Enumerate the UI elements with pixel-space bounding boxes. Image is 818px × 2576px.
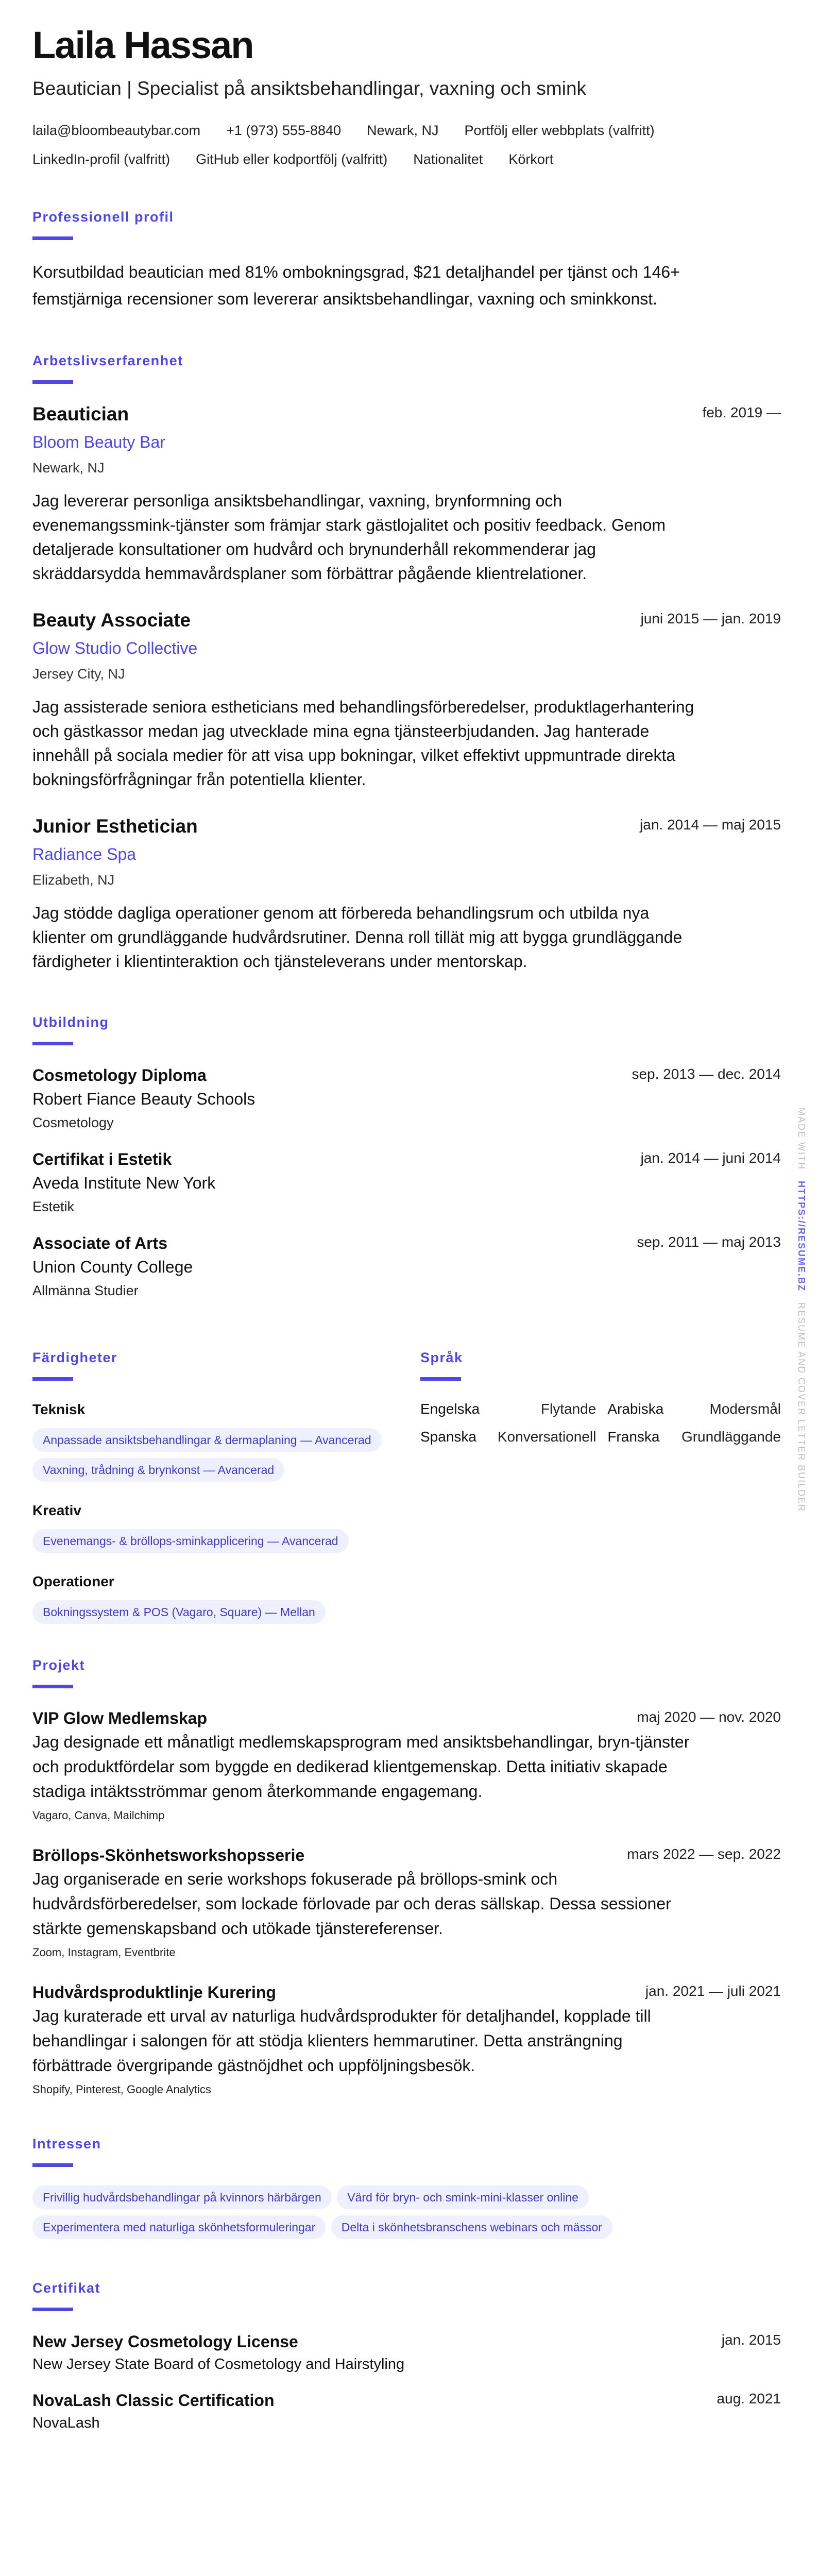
language-level: Modersmål (709, 1401, 781, 1417)
languages-section (420, 1348, 781, 1630)
job-description: Jag assisterade seniora estheticians med behandlingsförberedelser, produktlagerhantering och gästkassor medan jag utvecklade mina egna tjänsteerbjudanden. Jag hanterade innehåll på sociala medier för att visa upp bokningar, vilket effektivt uppmuntrade direkta bokningsförfrågningar från potentiella klienter. (32, 698, 694, 789)
skills-section (32, 1348, 386, 1630)
contact-nationality: Nationalitet (413, 151, 483, 167)
skill-group-title: Kreativ (32, 1502, 81, 1518)
certificate-entry (32, 2388, 781, 2434)
contact-email[interactable]: laila@bloombeautybar.com (32, 123, 201, 138)
language-name: Franska (607, 1429, 660, 1445)
job-date: juni 2015 — jan. 2019 (640, 611, 781, 626)
job-title: Beautician (32, 403, 129, 425)
project-description: Jag designade ett månatligt medlemskapsprogram med ansiktsbehandlingar, bryn-tjänster och produktfördelar som byggde en dedikerad klientgemenskap. Detta initiativ skapade stadiga intäktsströmmar genom återkommande engagemang. (32, 1733, 690, 1801)
project-description: Jag kuraterade ett urval av naturliga hudvårdsprodukter för detaljhandel, kopplade till behandlingar i salongen för att stödja klienters hemmarutiner. Detta ansträngning förbättrade övergripande gästnöjdhet och uppföljningsbesök. (32, 2007, 651, 2075)
project-date: jan. 2021 — juli 2021 (645, 1983, 781, 1999)
certificate-entry (32, 2330, 781, 2375)
experience-entry (32, 815, 781, 974)
project-tools: Vagaro, Canva, Mailchimp (32, 1809, 165, 1822)
language-level: Grundläggande (681, 1429, 781, 1445)
experience-entry (32, 402, 781, 586)
education-date: jan. 2014 — juni 2014 (640, 1150, 781, 1166)
section-divider (32, 380, 73, 384)
section-divider (32, 2163, 73, 2167)
certificate-date: aug. 2021 (717, 2391, 781, 2406)
projects-section (32, 1656, 781, 2099)
resume-page (32, 0, 781, 2465)
skill-chips (32, 1600, 386, 1630)
section-divider (32, 236, 73, 240)
job-description: Jag levererar personliga ansiktsbehandlingar, vaxning, brynformning och evenemangssmink-tjänster som främjar stark gästlojalitet och positiv feedback. Genom detaljerade konsultationer om hudvård och brynunderhåll rekommenderar jag skräddarsydda hemmavårdsplaner som förbättrar pågående klientrelationer. (32, 492, 666, 583)
job-title: Junior Esthetician (32, 816, 198, 837)
education-entry (32, 1232, 781, 1302)
section-divider (420, 1377, 461, 1381)
project-name: VIP Glow Medlemskap (32, 1709, 208, 1727)
job-title: Beauty Associate (32, 609, 191, 631)
job-location: Newark, NJ (32, 460, 105, 476)
watermark-prefix: MADE WITH (796, 1108, 807, 1170)
skill-group-title: Operationer (32, 1573, 114, 1589)
education-date: sep. 2011 — maj 2013 (637, 1234, 781, 1250)
job-date: jan. 2014 — maj 2015 (640, 817, 781, 833)
candidate-name: Laila Hassan (32, 24, 253, 66)
interests-section (32, 2134, 781, 2245)
builder-watermark (796, 1108, 807, 1512)
interest-chip: Experimentera med naturliga skönhetsformuleringar (32, 2215, 326, 2239)
section-title: Arbetslivserfarenhet (32, 353, 183, 368)
skill-chip: Evenemangs- & bröllops-sminkapplicering — Avancerad (32, 1529, 349, 1553)
interest-chip: Värd för bryn- och smink-mini-klasser online (337, 2185, 589, 2209)
skill-chips (32, 1529, 386, 1559)
section-divider (32, 2308, 73, 2311)
section-divider (32, 1685, 73, 1688)
project-date: maj 2020 — nov. 2020 (637, 1709, 781, 1725)
degree: Certifikat i Estetik (32, 1150, 172, 1168)
company-name: Bloom Beauty Bar (32, 433, 165, 451)
section-divider (32, 1377, 73, 1381)
section-title: Utbildning (32, 1014, 109, 1030)
watermark-link[interactable]: HTTPS://RESUME.BZ (796, 1181, 807, 1292)
school-name: Union County College (32, 1258, 193, 1276)
language-name: Engelska (420, 1401, 480, 1417)
field-of-study: Allmänna Studier (32, 1283, 139, 1298)
contact-drivers-license: Körkort (508, 151, 554, 167)
skill-chip: Anpassade ansiktsbehandlingar & dermaplaning — Avancerad (32, 1428, 382, 1452)
project-description: Jag organiserade en serie workshops fokuserade på bröllops-smink och hudvårdsförberedelser, som lockade förlovade par och deras sällskap. Dessa sessioner stärkte gemenskapsband och utökade tjänstereferenser. (32, 1870, 671, 1938)
education-entry (32, 1148, 781, 1218)
project-entry (32, 1844, 781, 1962)
resume-header (32, 0, 781, 168)
contact-portfolio[interactable]: Portfölj eller webbplats (valfritt) (464, 123, 655, 138)
language-name: Arabiska (607, 1401, 664, 1417)
certificate-name: NovaLash Classic Certification (32, 2391, 275, 2410)
project-tools: Zoom, Instagram, Eventbrite (32, 1946, 176, 1959)
section-divider (32, 1042, 73, 1045)
certificate-name: New Jersey Cosmetology License (32, 2332, 298, 2351)
skills-languages-row (32, 1348, 781, 1630)
section-title: Certifikat (32, 2280, 101, 2296)
profile-summary: Korsutbildad beautician med 81% ombokningsgrad, $21 detaljhandel per tjänst och 146+ femstjärniga recensioner som levererar ansiktsbehandlingar, vaxning och sminkkonst. (32, 263, 680, 308)
job-description: Jag stödde dagliga operationer genom att förbereda behandlingsrum och utbilda nya klienter om grundläggande hudvårdsrutiner. Denna roll tillät mig att bygga grundläggande färdigheter i klientinteraktion och tjänsteleverans under mentorskap. (32, 904, 683, 971)
language-name: Spanska (420, 1429, 476, 1445)
company-name: Radiance Spa (32, 845, 137, 863)
skill-chips (32, 1428, 386, 1488)
field-of-study: Estetik (32, 1199, 75, 1214)
certificate-issuer: New Jersey State Board of Cosmetology and Hairstyling (32, 2356, 405, 2372)
skill-chip: Bokningssystem & POS (Vagaro, Square) — Mellan (32, 1600, 326, 1624)
project-entry (32, 1707, 781, 1825)
field-of-study: Cosmetology (32, 1115, 114, 1130)
contact-github[interactable]: GitHub eller kodportfölj (valfritt) (196, 151, 388, 167)
contact-list (32, 121, 754, 168)
company-name: Glow Studio Collective (32, 639, 198, 657)
experience-section (32, 351, 781, 974)
certificate-issuer: NovaLash (32, 2415, 100, 2431)
degree: Cosmetology Diploma (32, 1066, 207, 1084)
contact-phone[interactable]: +1 (973) 555-8840 (226, 123, 342, 138)
project-date: mars 2022 — sep. 2022 (627, 1846, 781, 1862)
language-list (420, 1399, 781, 1447)
profile-section (32, 208, 781, 312)
skill-chip: Vaxning, trådning & brynkonst — Avancerad (32, 1458, 284, 1482)
skill-group-title: Teknisk (32, 1401, 86, 1417)
project-entry (32, 1981, 781, 2099)
school-name: Aveda Institute New York (32, 1174, 216, 1192)
education-entry (32, 1064, 781, 1134)
contact-linkedin[interactable]: LinkedIn-profil (valfritt) (32, 151, 171, 167)
interest-chip: Frivillig hudvårdsbehandlingar på kvinnors härbärgen (32, 2185, 332, 2209)
interest-chip: Delta i skönhetsbranschens webinars och mässor (331, 2215, 612, 2239)
interest-chips (32, 2185, 702, 2245)
degree: Associate of Arts (32, 1234, 167, 1252)
education-section (32, 1013, 781, 1302)
certificate-date: jan. 2015 (721, 2332, 781, 2348)
watermark-suffix: RESUME AND COVER LETTER BUILDER (796, 1302, 807, 1513)
job-location: Jersey City, NJ (32, 666, 125, 682)
school-name: Robert Fiance Beauty Schools (32, 1090, 255, 1108)
candidate-headline: Beautician | Specialist på ansiktsbehandlingar, vaxning och smink (32, 78, 587, 99)
section-title: Projekt (32, 1657, 86, 1673)
language-level: Konversationell (497, 1429, 597, 1445)
section-title: Färdigheter (32, 1350, 118, 1365)
certificates-section (32, 2279, 781, 2434)
job-date: feb. 2019 — (702, 404, 781, 420)
project-tools: Shopify, Pinterest, Google Analytics (32, 2083, 211, 2096)
education-date: sep. 2013 — dec. 2014 (632, 1066, 781, 1082)
project-name: Bröllops-Skönhetsworkshopsserie (32, 1846, 305, 1865)
contact-location: Newark, NJ (367, 123, 439, 138)
section-title: Professionell profil (32, 209, 174, 225)
project-name: Hudvårdsproduktlinje Kurering (32, 1983, 276, 2002)
job-location: Elizabeth, NJ (32, 872, 115, 888)
section-title: Intressen (32, 2136, 101, 2151)
section-title: Språk (420, 1350, 463, 1365)
experience-entry (32, 608, 781, 792)
language-level: Flytande (540, 1401, 597, 1417)
